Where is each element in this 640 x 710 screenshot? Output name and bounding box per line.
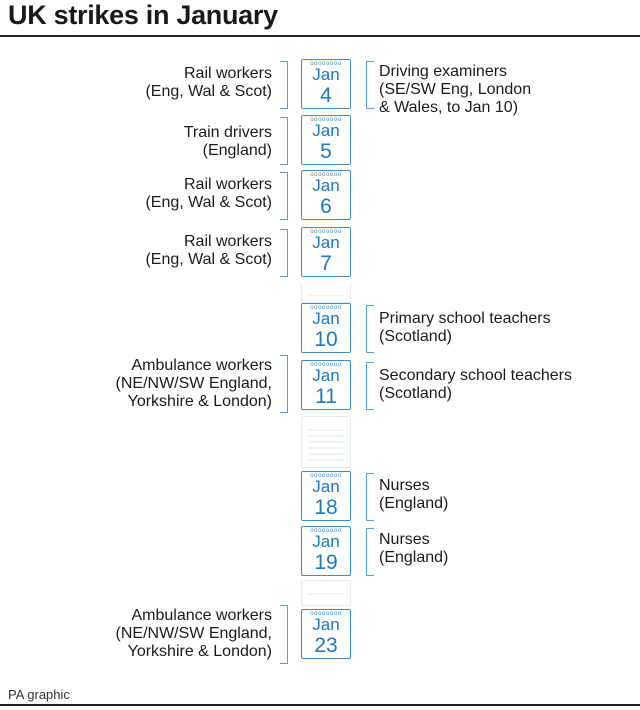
label-line: Nurses [379, 531, 430, 548]
empty-day-placeholder [301, 283, 351, 303]
label-line: Secondary school teachers [379, 367, 572, 384]
calendar-day-number: 6 [320, 195, 332, 218]
label-line: Yorkshire & London) [127, 643, 272, 660]
label-line: (Scotland) [379, 328, 452, 345]
calendar-month: Jan [312, 233, 340, 252]
calendar-month: Jan [312, 309, 340, 328]
calendar-day-19 [301, 526, 351, 576]
calendar-day-6 [301, 170, 351, 220]
label-line: Primary school teachers [379, 310, 551, 327]
calendar-day-number: 5 [320, 140, 332, 163]
calendar-day-5 [301, 115, 351, 165]
calendar-month: Jan [312, 121, 340, 140]
calendar-rings-icon: oooooooo [310, 528, 342, 534]
right-bracket [366, 528, 374, 576]
calendar-month: Jan [312, 176, 340, 195]
strike-left-label [145, 65, 272, 101]
calendar-day-number: 23 [314, 634, 338, 657]
label-line: Driving examiners [379, 63, 508, 80]
calendar-day-number: 7 [320, 252, 332, 275]
footer-divider [0, 704, 640, 706]
calendar-day-7 [301, 227, 351, 277]
calendar-day-number: 4 [320, 84, 332, 107]
calendar-day-number: 18 [314, 496, 338, 519]
strike-right-label [379, 477, 448, 513]
strike-right-label [379, 367, 572, 403]
label-line: (Eng, Wal & Scot) [145, 194, 272, 211]
label-line: Ambulance workers [131, 607, 272, 624]
label-line: (Eng, Wal & Scot) [145, 83, 272, 100]
left-bracket [280, 172, 288, 220]
strike-right-label [379, 310, 551, 346]
page-title: UK strikes in January [8, 0, 278, 30]
calendar-rings-icon: oooooooo [310, 61, 342, 67]
calendar-day-18 [301, 471, 351, 521]
calendar-rings-icon: oooooooo [310, 362, 342, 368]
strike-left-label [145, 176, 272, 212]
label-line: (England) [202, 142, 272, 159]
label-line: (NE/NW/SW England, [115, 625, 272, 642]
label-line: (SE/SW Eng, London [379, 81, 532, 98]
calendar-month: Jan [312, 65, 340, 84]
calendar-day-11 [301, 360, 351, 410]
label-line: & Wales, to Jan 10) [379, 99, 519, 116]
strike-right-label [379, 63, 531, 117]
calendar-month: Jan [312, 532, 340, 551]
calendar-day-4 [301, 59, 351, 109]
label-line: Train drivers [183, 124, 272, 141]
label-line: Rail workers [183, 65, 272, 82]
left-bracket [280, 117, 288, 165]
title-divider [0, 35, 640, 37]
left-bracket [280, 355, 288, 413]
calendar-rings-icon: oooooooo [310, 172, 342, 178]
right-bracket [366, 305, 374, 353]
calendar-day-23 [301, 609, 351, 659]
calendar-rings-icon: oooooooo [310, 473, 342, 479]
calendar-rings-icon: oooooooo [310, 305, 342, 311]
right-bracket [366, 61, 374, 109]
strike-left-label [184, 124, 272, 160]
calendar-month: Jan [312, 477, 340, 496]
strike-left-label [145, 233, 272, 269]
label-line: Nurses [379, 477, 430, 494]
empty-day-placeholder [301, 416, 351, 468]
right-bracket [366, 362, 374, 410]
calendar-day-10 [301, 303, 351, 353]
empty-day-placeholder [301, 580, 351, 606]
calendar-month: Jan [312, 366, 340, 385]
strike-left-label [116, 607, 272, 661]
label-line: Ambulance workers [131, 357, 272, 374]
label-line: Yorkshire & London) [127, 393, 272, 410]
calendar-rings-icon: oooooooo [310, 611, 342, 617]
left-bracket [280, 61, 288, 109]
label-line: Rail workers [183, 233, 272, 250]
calendar-day-number: 19 [314, 551, 338, 574]
calendar-month: Jan [312, 615, 340, 634]
label-line: (NE/NW/SW England, [115, 375, 272, 392]
source-credit: PA graphic [8, 687, 70, 702]
calendar-day-number: 10 [314, 328, 338, 351]
right-bracket [366, 473, 374, 521]
label-line: Rail workers [183, 176, 272, 193]
label-line: (England) [379, 495, 449, 512]
label-line: (Scotland) [379, 385, 452, 402]
label-line: (England) [379, 549, 449, 566]
left-bracket [280, 605, 288, 664]
strike-right-label [379, 531, 448, 567]
strike-left-label [116, 357, 272, 411]
calendar-rings-icon: oooooooo [310, 117, 342, 123]
calendar-rings-icon: oooooooo [310, 229, 342, 235]
left-bracket [280, 229, 288, 277]
label-line: (Eng, Wal & Scot) [145, 251, 272, 268]
calendar-day-number: 11 [315, 385, 337, 408]
